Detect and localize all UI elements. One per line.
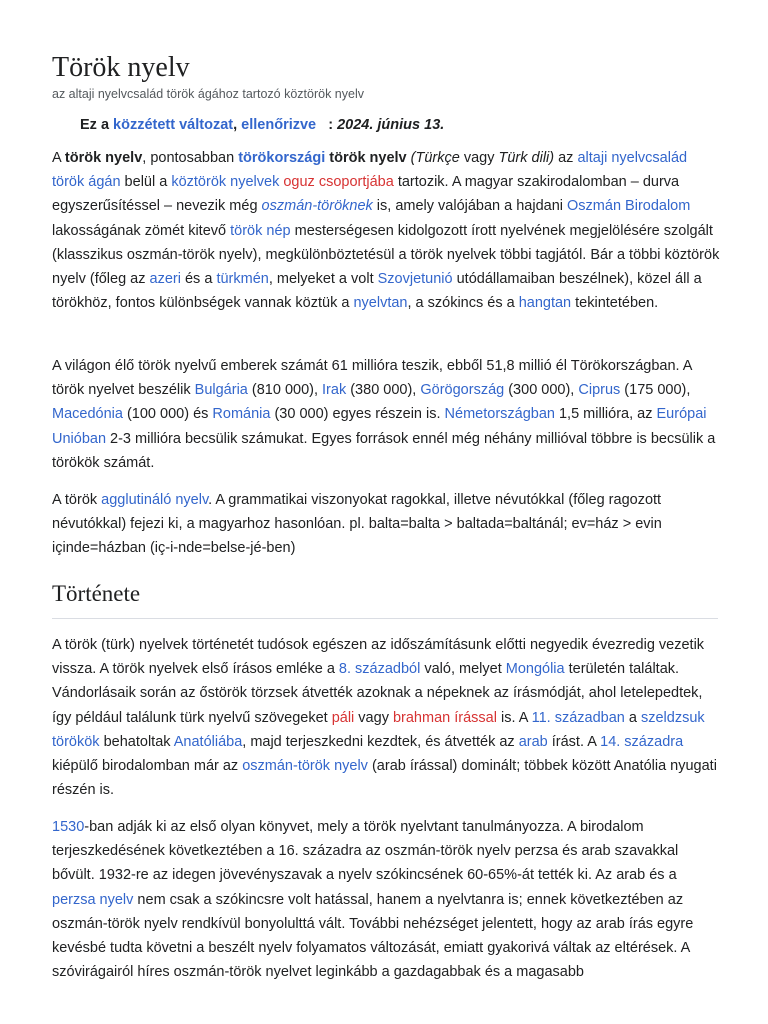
red-link[interactable]: brahman írással xyxy=(392,709,497,726)
wiki-link[interactable]: Oszmán Birodalom xyxy=(567,198,691,215)
text-run: A török (türk) nyelvek történetét tudósok egészen az időszámításunk előtti negyedik évezredig vezetik vissza. A török nyelvek első írásos emléke a xyxy=(52,637,705,678)
text-run: utódállamaiban beszélnek), közel áll a törökhöz, fontos különbségek vannak köztük a xyxy=(52,271,702,312)
text-run: , melyeket a volt xyxy=(268,271,378,288)
text-run: . A grammatikai viszonyokat ragokkal, illetve névutókkal (főleg ragozott névutókkal) fejezi ki, a magyarhoz hasonlóan. pl. balta=balta > baltada=baltánál; ev=ház > evin içinde=házban (iç-i-nde=belse-jé-ben) xyxy=(52,492,662,557)
wiki-link[interactable]: Anatóliába xyxy=(173,733,243,750)
text-run: (175 000), xyxy=(620,382,691,399)
wiki-link[interactable]: 8. századból xyxy=(338,661,421,678)
text-run: belül a xyxy=(120,174,172,191)
wiki-link[interactable]: Szovjetunió xyxy=(377,271,453,288)
wiki-link[interactable]: 14. századra xyxy=(600,733,684,750)
wiki-link[interactable]: török nép xyxy=(230,222,291,239)
text-run: , pontosabban xyxy=(142,150,239,166)
text-run: tartozik. A magyar szakirodalomban – durva egyszerűsítéssel – nevezik még xyxy=(52,174,680,215)
text-run: (300 000), xyxy=(504,382,579,399)
text-run: írást. A xyxy=(547,733,601,750)
wiki-link[interactable]: Irak xyxy=(322,382,347,399)
wiki-link[interactable]: Bulgária xyxy=(194,382,248,399)
reviewed-link[interactable]: ellenőrizve xyxy=(241,117,317,133)
text-run: (380 000), xyxy=(346,382,421,399)
wiki-link[interactable]: Mongólia xyxy=(505,661,565,678)
page-subtitle: az altaji nyelvcsalád török ágához tartozó köztörök nyelv xyxy=(52,87,364,101)
text-run: nem csak a szókincsre volt hatással, hanem a nyelvtanra is; ennek következtében az oszmán-török nyelv rendkívül bonyolulttá vált. További nehézséget jelentett, hogy az arab írás egyre kevésbé tudta követni a beszélt nyelv folyamatos változását, emiatt gyakorivá váltak az eltérések. A szóvirágairól híres oszmán-török nyelvet leginkább a gazdagabbak és a magasabb xyxy=(52,891,694,981)
wiki-link[interactable]: agglutináló nyelv xyxy=(101,492,209,508)
wiki-link[interactable]: oszmán-török nyelv xyxy=(242,758,368,775)
text-run: török nyelv xyxy=(329,150,407,166)
text-run: A török xyxy=(52,492,102,508)
history-paragraph xyxy=(52,633,722,802)
wiki-link[interactable]: oszmán-töröknek xyxy=(261,198,373,215)
wiki-link[interactable]: Európai Unióban xyxy=(52,406,707,447)
text-run: , a szókincs és a xyxy=(407,295,519,312)
text-run: A xyxy=(52,150,65,166)
status-prefix: Ez a xyxy=(80,117,110,133)
status-date: 2024. június 13. xyxy=(337,117,445,133)
wiki-link[interactable]: Görögország xyxy=(420,382,505,399)
text-run: 2-3 millióra becsülik számukat. Egyes források ennél még néhány millióval többre is becsülik a törökök számát. xyxy=(52,430,716,471)
text-run: Türk dili) xyxy=(498,150,555,166)
wiki-link[interactable]: perzsa nyelv xyxy=(52,891,134,908)
revision-status xyxy=(80,115,444,135)
text-run: való, melyet xyxy=(420,661,506,678)
text-run: -ban adják ki az első olyan könyvet, mely a török nyelvtant tanulmányozza. A birodalom terjeszkedésének következtében a 16. századra az oszmán-török nyelv perzsa és arab szavakkal bővült. 1932-re az idegen jövevényszavak a nyelv szókincsének 60-65%-át tették ki. Az arab és a xyxy=(52,819,679,884)
wiki-link[interactable]: köztörök nyelvek xyxy=(171,174,280,191)
wiki-link[interactable]: Macedónia xyxy=(52,406,123,423)
wiki-link[interactable]: Ciprus xyxy=(578,382,621,399)
section-heading-tortenete: Története xyxy=(52,576,718,619)
wiki-link[interactable]: arab xyxy=(518,733,548,750)
text-run: és a xyxy=(180,271,217,288)
text-run: A világon élő török nyelvű emberek számát 61 millióra teszik, ebből 51,8 millió él Törökországban. A török nyelvet beszélik xyxy=(52,358,692,399)
wiki-link[interactable]: törökországi xyxy=(238,150,326,166)
history-paragraph-2 xyxy=(52,815,722,984)
wiki-link[interactable]: türkmén xyxy=(216,271,269,288)
text-run: kiépülő birodalomban már az xyxy=(52,758,243,775)
wiki-link[interactable]: 11. században xyxy=(531,709,625,726)
text-run: (Türkçe xyxy=(410,150,460,166)
text-run: , majd terjeszkedni kezdtek, és átvették az xyxy=(242,733,519,750)
text-run: a xyxy=(624,709,641,726)
red-link[interactable]: páli xyxy=(331,709,355,726)
wiki-link[interactable]: szeldzsuk törökök xyxy=(52,709,705,750)
wiki-link[interactable]: hangtan xyxy=(518,295,572,312)
wiki-link[interactable]: azeri xyxy=(149,271,181,288)
grammar-paragraph xyxy=(52,488,722,561)
text-run: vagy xyxy=(354,709,393,726)
intro-paragraph xyxy=(52,146,722,315)
text-run: lakosságának zömét kitevő xyxy=(52,222,231,239)
text-run: (arab írással) dominált; többek között Anatólia nyugati részén is. xyxy=(52,758,717,799)
text-run: vagy xyxy=(459,150,499,166)
text-run: mesterségesen kidolgozott írott nyelvének megjelölésére szolgált (klasszikus oszmán-török nyelv), megkülönböztetésül a török nyelvek többi tagjától. Bár a többi köztörök nyelv (főleg az xyxy=(52,222,720,288)
status-comma: , xyxy=(233,117,238,133)
status-colon: : xyxy=(328,117,334,133)
wiki-link[interactable]: altaji nyelvcsalád xyxy=(577,150,688,166)
text-run: (30 000) egyes részein is. xyxy=(270,406,445,423)
text-run: török nyelv xyxy=(64,150,143,166)
page-title: Török nyelv xyxy=(52,52,190,83)
text-run: (810 000), xyxy=(247,382,323,399)
wiki-link[interactable]: 1530 xyxy=(52,819,85,835)
text-run: az xyxy=(554,150,578,166)
text-run: 1,5 millióra, az xyxy=(554,406,657,423)
text-run: tekintetében. xyxy=(571,295,659,312)
wiki-link[interactable]: Németországban xyxy=(444,406,555,423)
text-run: (100 000) és xyxy=(122,406,213,423)
wiki-link[interactable]: Románia xyxy=(212,406,271,423)
wiki-link[interactable]: török ágán xyxy=(52,174,121,191)
text-run: is, amely valójában a hajdani xyxy=(372,198,568,215)
published-version-link[interactable]: közzétett változat xyxy=(113,117,234,133)
speakers-paragraph xyxy=(52,354,722,475)
text-run: is. A xyxy=(496,709,532,726)
red-link[interactable]: oguz csoportjába xyxy=(283,174,394,191)
text-run: területén találtak. Vándorlásaik során az őstörök törzsek átvették azoknak a népeknek az írásmódját, ahol letelepedtek, így például találunk türk nyelvű szövegeket xyxy=(52,661,703,726)
text-run: behatoltak xyxy=(99,733,174,750)
wiki-link[interactable]: nyelvtan xyxy=(353,295,408,312)
